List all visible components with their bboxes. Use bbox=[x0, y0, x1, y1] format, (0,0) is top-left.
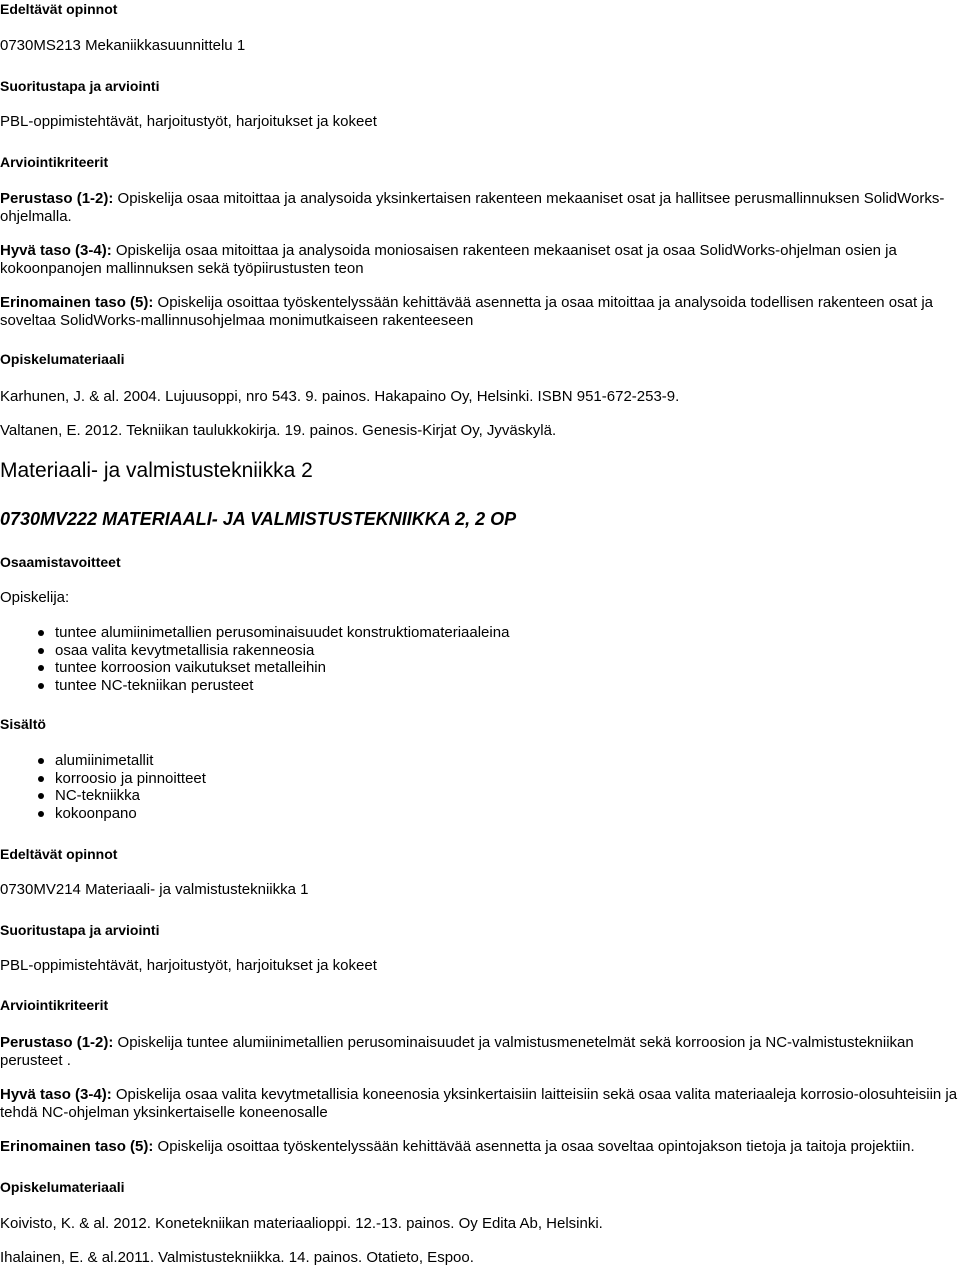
criteria-excellent-label: Erinomainen taso (5): bbox=[0, 1138, 154, 1155]
criteria-good-label: Hyvä taso (3-4): bbox=[0, 1086, 112, 1103]
method-heading: Suoritustapa ja arviointi bbox=[0, 922, 160, 938]
criteria-basic-text: Opiskelija osaa mitoittaa ja analysoida yksinkertaisen rakenteen mekaaniset osat ja hallitsee perusmallinnuksen SolidWorks-ohjelmalla. bbox=[0, 190, 945, 225]
criteria-excellent bbox=[0, 1138, 958, 1156]
method-heading: Suoritustapa ja arviointi bbox=[0, 78, 160, 94]
list-item: kokoonpano bbox=[0, 805, 206, 823]
criteria-good-text: Opiskelija osaa valita kevytmetallisia koneenosia yksinkertaisiin laitteisiin sekä osaa valita materiaaleja korrosio-olosuhteisiin ja tehdä NC-ohjelman yksinkertaiselle koneenosalle bbox=[0, 1086, 958, 1121]
criteria-basic bbox=[0, 190, 958, 226]
material-item: Karhunen, J. & al. 2004. Lujuusoppi, nro 543. 9. painos. Hakapaino Oy, Helsinki. ISBN 951-672-253-9. bbox=[0, 388, 680, 405]
criteria-basic-text: Opiskelija tuntee alumiinimetallien perusominaisuudet ja valmistusmenetelmät sekä korroosion ja NC-valmistustekniikan perusteet . bbox=[0, 1034, 914, 1069]
prereq-text: 0730MS213 Mekaniikkasuunnittelu 1 bbox=[0, 37, 246, 54]
material-item: Koivisto, K. & al. 2012. Konetekniikan materiaalioppi. 12.-13. painos. Oy Edita Ab, Helsinki. bbox=[0, 1215, 603, 1232]
criteria-good-text: Opiskelija osaa mitoittaa ja analysoida moniosaisen rakenteen mekaaniset osat ja osaa SolidWorks-ohjelman osien ja kokoonpanojen mallinnuksen sekä työpiirustusten teon bbox=[0, 242, 897, 277]
criteria-basic bbox=[0, 1034, 958, 1070]
method-text: PBL-oppimistehtävät, harjoitustyöt, harjoitukset ja kokeet bbox=[0, 957, 377, 974]
list-item: alumiinimetallit bbox=[0, 752, 206, 770]
content-heading: Sisältö bbox=[0, 716, 46, 732]
content-list bbox=[0, 752, 206, 822]
list-item: osaa valita kevytmetallisia rakenneosia bbox=[0, 642, 509, 660]
student-label: Opiskelija: bbox=[0, 589, 70, 606]
criteria-excellent-label: Erinomainen taso (5): bbox=[0, 294, 154, 311]
criteria-excellent-text: Opiskelija osoittaa työskentelyssään kehittävää asennetta ja osaa soveltaa opintojakson tietoja ja taitoja projektiin. bbox=[153, 1138, 915, 1155]
section-title: Materiaali- ja valmistustekniikka 2 bbox=[0, 459, 313, 482]
list-item: tuntee korroosion vaikutukset metalleihin bbox=[0, 659, 509, 677]
criteria-basic-label: Perustaso (1-2): bbox=[0, 1034, 114, 1051]
material-item: Ihalainen, E. & al.2011. Valmistustekniikka. 14. painos. Otatieto, Espoo. bbox=[0, 1249, 474, 1266]
criteria-good-label: Hyvä taso (3-4): bbox=[0, 242, 112, 259]
criteria-excellent bbox=[0, 294, 958, 330]
criteria-good bbox=[0, 1086, 958, 1122]
criteria-basic-label: Perustaso (1-2): bbox=[0, 190, 114, 207]
material-heading: Opiskelumateriaali bbox=[0, 351, 125, 367]
prereq-text: 0730MV214 Materiaali- ja valmistustekniikka 1 bbox=[0, 881, 309, 898]
objectives-heading: Osaamistavoitteet bbox=[0, 554, 121, 570]
method-text: PBL-oppimistehtävät, harjoitustyöt, harjoitukset ja kokeet bbox=[0, 113, 377, 130]
list-item: korroosio ja pinnoitteet bbox=[0, 770, 206, 788]
list-item: NC-tekniikka bbox=[0, 787, 206, 805]
material-heading: Opiskelumateriaali bbox=[0, 1179, 125, 1195]
objectives-list bbox=[0, 624, 509, 694]
criteria-heading: Arviointikriteerit bbox=[0, 154, 109, 170]
criteria-heading: Arviointikriteerit bbox=[0, 997, 109, 1013]
course-code-heading: 0730MV222 MATERIAALI- JA VALMISTUSTEKNIIKKA 2, 2 OP bbox=[0, 509, 517, 529]
prereq-heading: Edeltävät opinnot bbox=[0, 846, 118, 862]
material-item: Valtanen, E. 2012. Tekniikan taulukkokirja. 19. painos. Genesis-Kirjat Oy, Jyväskylä. bbox=[0, 422, 557, 439]
prereq-heading: Edeltävät opinnot bbox=[0, 1, 118, 17]
list-item: tuntee alumiinimetallien perusominaisuudet konstruktiomateriaaleina bbox=[0, 624, 509, 642]
criteria-good bbox=[0, 242, 958, 278]
list-item: tuntee NC-tekniikan perusteet bbox=[0, 677, 509, 695]
criteria-excellent-text: Opiskelija osoittaa työskentelyssään kehittävää asennetta ja osaa mitoittaa ja analysoida todellisen rakenteen osat ja soveltaa SolidWorks-mallinnusohjelmaa monimutkaiseen rakenteeseen bbox=[0, 294, 934, 329]
